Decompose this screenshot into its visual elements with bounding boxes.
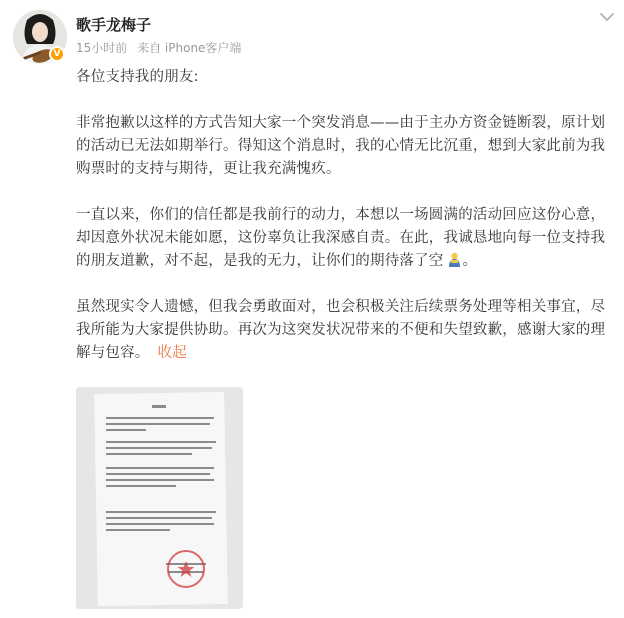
post-source: 来自 iPhone客户端 — [137, 41, 242, 55]
post-paragraph-text: 一直以来，你们的信任都是我前行的动力，本想以一场圆满的活动回应这份心意，却因意外状况未能如愿，这份辜负让我深感自责。在此，我诚恳地向每一位支持我的朋友道歉，对不起，是我的无力，让你们的期待落了空 — [76, 207, 606, 269]
post-content — [76, 66, 614, 365]
post-meta — [76, 39, 241, 56]
post-time[interactable]: 15小时前 — [76, 41, 128, 55]
chevron-down-icon[interactable] — [596, 8, 618, 26]
v-badge-icon: V — [49, 46, 65, 62]
collapse-link[interactable]: 收起 — [157, 345, 187, 361]
author-name[interactable]: 歌手龙梅子 — [76, 16, 152, 34]
attached-document-image[interactable] — [76, 387, 243, 609]
post-paragraph: 一直以来，你们的信任都是我前行的动力，本想以一场圆满的活动回应这份心意，却因意外状况未能如愿，这份辜负让我深感自责。在此，我诚恳地向每一位支持我的朋友道歉，对不起，是我的无力，让你们的期待落了空 。 — [76, 207, 606, 269]
post-paragraph: 各位支持我的朋友: — [76, 69, 199, 85]
post-paragraph — [76, 296, 614, 365]
post-paragraph: 非常抱歉以这样的方式告知大家一个突发消息——由于主办方资金链断裂，原计划的活动已无法如期举行。得知这个消息时，我的心情无比沉重，想到大家此前为我购票时的支持与期待，更让我充满愧疚。 — [76, 115, 606, 177]
kneeling-apology-emoji — [446, 251, 463, 268]
post-paragraph-text: 虽然现实令人遗憾，但我会勇敢面对，也会积极关注后续票务处理等相关事宜，尽我所能为大家提供协助。再次为这突发状况带来的不便和失望致歉，感谢大家的理解与包容。 — [76, 299, 606, 361]
